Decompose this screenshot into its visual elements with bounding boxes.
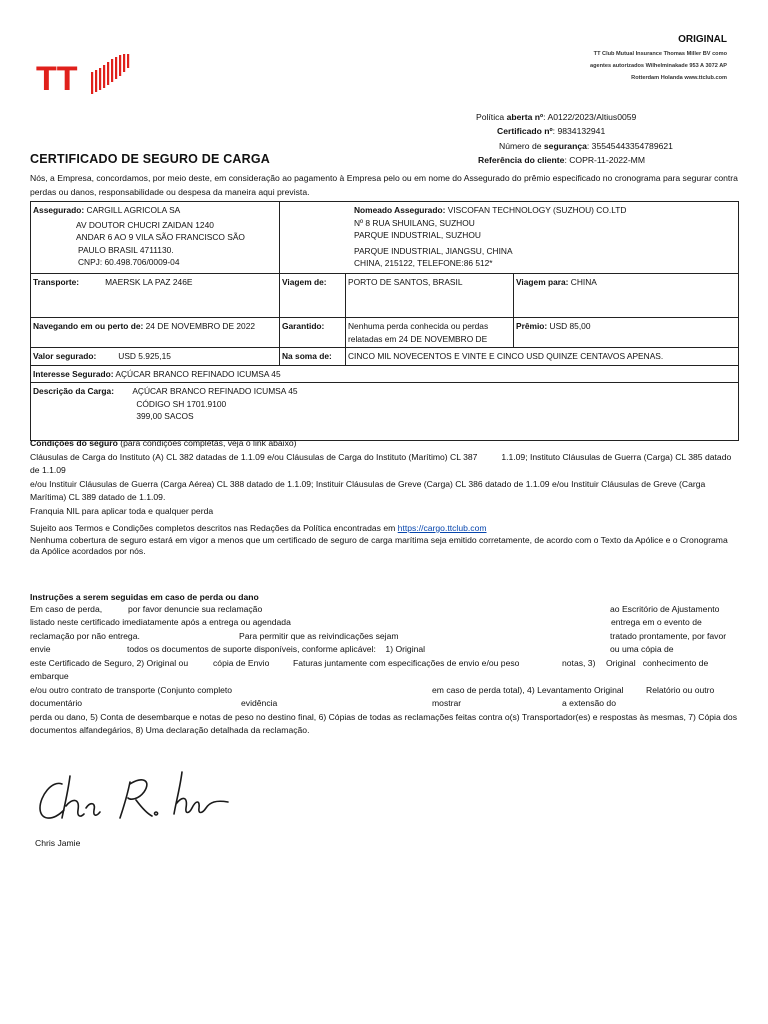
logo-text: TT <box>36 60 78 98</box>
instructions-r9: perda ou dano, 5) Conta de desembarque e notas de peso no destino final, 6) Cópias de todas as reclamações feitas contra o(s) Transportador(es) e respostas às mesmas, 7) Cópia dos documentos alfandegários, 8) Uma declaração detalhada da reclamação. <box>30 712 737 735</box>
voyage-from-value: PORTO DE SANTOS, BRASIL <box>346 274 514 318</box>
voyage-to-cell <box>514 274 739 318</box>
interest-row <box>31 365 739 383</box>
security-value: : 35545443354789621 <box>586 140 673 151</box>
instructions-r4b: todos os documentos de suporte disponíveis, conforme aplicável: 1) Original <box>127 644 426 654</box>
sailing-value: 24 DE NOVEMBRO DE 2022 <box>143 321 256 331</box>
cargo-row <box>31 383 739 441</box>
instructions-r6a: embarque <box>30 671 69 681</box>
instructions-r5d: notas, 3) <box>562 658 596 668</box>
instructions-r4a: envie <box>30 644 51 654</box>
sailing-label: Navegando em ou perto de: <box>33 321 144 331</box>
signatory-name: Chris Jamie <box>35 838 81 848</box>
instructions-r5c: Faturas juntamente com especificações de envio e/ou peso <box>293 658 520 668</box>
assured-name: CARGILL AGRICOLA SA <box>84 205 181 215</box>
certificate-label: Certificado nº <box>497 126 553 137</box>
transport-cell <box>31 274 280 318</box>
instructions-r8a: documentário <box>30 698 83 708</box>
client-ref-line <box>470 153 673 167</box>
insured-value-cell <box>31 348 280 366</box>
client-ref-value: : COPR-11-2022-MM <box>564 155 645 166</box>
tt-club-logo <box>34 52 134 104</box>
instructions-r1a: Em caso de perda, <box>30 604 103 614</box>
page-title: CERTIFICADO DE SEGURO DE CARGA <box>30 152 271 166</box>
terms-link[interactable]: https://cargo.ttclub.com <box>397 523 487 533</box>
instructions-r5e: Original conhecimento de <box>606 658 709 668</box>
open-policy-value: : A0122/2023/Altius0059 <box>543 112 637 122</box>
instructions-r7c: Relatório ou outro <box>646 685 715 695</box>
conditions-line-2: e/ou Instituir Cláusulas de Guerra (Carga Aérea) CL 388 datado de 1.1.09; Instituir Cláusulas de Greve (Carga) CL 386 datado de 1.1.09 e/ou Instituir Cláusulas de Greve (Carga Marítima) CL 389 datado de 1.1.09. <box>30 478 706 502</box>
handwritten-signature <box>34 762 244 832</box>
interest-cell <box>31 365 739 383</box>
assured-address-line-4: CNPJ: 60.498.706/0009-04 <box>78 257 180 267</box>
cargo-line-3: 399,00 SACOS <box>136 411 194 421</box>
voyage-to-label: Viagem para: <box>516 277 569 287</box>
transport-label: Transporte: <box>33 277 80 287</box>
security-line <box>470 139 673 153</box>
assured-label: Assegurado: <box>33 205 85 215</box>
sum-label: Na soma de: <box>280 348 346 366</box>
assured-cell <box>31 202 280 274</box>
guaranteed-label: Garantido: <box>280 318 346 348</box>
instructions-r3a: reclamação por não entrega. <box>30 631 140 641</box>
voyage-from-label: Viagem de: <box>280 274 346 318</box>
assured-address <box>33 217 277 269</box>
instructions-r5b: cópia de Envio <box>213 658 270 668</box>
premium-cell <box>514 318 739 348</box>
nominee-address-line-2: PARQUE INDUSTRIAL, SUZHOU <box>354 230 481 240</box>
instructions-body <box>30 604 742 739</box>
instructions-r1b: por favor denuncie sua reclamação <box>128 604 263 614</box>
instructions-r2c: entrega em o evento de <box>611 617 702 627</box>
instructions-r8d: a extensão do <box>562 698 616 708</box>
assured-address-line-1: AV DOUTOR CHUCRI ZAIDAN 1240 <box>76 219 214 230</box>
instructions-r2a: listado neste certificado imediatamente após a entrega ou agendada <box>30 617 291 627</box>
instructions-heading: Instruções a serem seguidas em caso de perda ou dano <box>30 592 259 602</box>
nominee-label: Nomeado Assegurado: <box>354 205 446 215</box>
logo-bars-icon <box>91 54 129 94</box>
security-label-pre: Número de <box>499 140 544 151</box>
guaranteed-value: Nenhuma perda conhecida ou perdas relatadas em 24 DE NOVEMBRO DE <box>346 318 514 348</box>
conditions-heading: Condições do seguro <box>30 438 118 448</box>
terms-text: Sujeito aos Termos e Condições completos descritos nas Redações da Política encontradas em <box>30 523 398 533</box>
instructions-r3b: Para permitir que as reivindicações sejam <box>239 631 399 641</box>
instructions-r7a: e/ou outro contrato de transporte (Conjunto completo <box>30 685 233 695</box>
instructions-r8b: evidência <box>241 698 278 708</box>
conditions-section <box>30 437 742 518</box>
insured-value-value: USD 5.925,15 <box>118 351 171 361</box>
conditions-line-1: Cláusulas de Carga do Instituto (A) CL 382 datadas de 1.1.09 e/ou Cláusulas de Carga do Instituto (Marítimo) CL 387 1.1.09; Instituto Cláusulas de Guerra (Carga) CL 385 datado de 1.1.09 <box>30 451 734 475</box>
sailing-cell <box>31 318 280 348</box>
instructions-r3c: tratado prontamente, por favor <box>610 631 727 641</box>
nominee-address-line-1: Nº 8 RUA SHUILANG, SUZHOU <box>354 217 475 228</box>
instructions-r4c: ou uma cópia de <box>610 644 674 654</box>
transport-value: MAERSK LA PAZ 246E <box>105 277 193 287</box>
nominee-address-line-4: CHINA, 215122, TELEFONE:86 512* <box>354 258 493 268</box>
insurer-address <box>467 48 727 84</box>
intro-paragraph: Nós, a Empresa, concordamos, por meio deste, em consideração ao pagamento à Empresa pelo ou em nome do Assegurado do prêmio especificado no cronograma para segurar contra perdas ou danos, responsabilidade ou despesa da maneira aqui prevista. <box>30 173 738 197</box>
insurer-line-3: Rotterdam Holanda www.ttclub.com <box>631 75 727 81</box>
transport-row <box>31 274 739 318</box>
open-policy-line <box>470 110 673 124</box>
nominee-cell <box>280 202 739 274</box>
certificate-value: : 9834132941 <box>552 126 606 137</box>
instructions-r8c: mostrar <box>432 698 462 708</box>
nominee-name: VISCOFAN TECHNOLOGY (SUZHOU) CO.LTD <box>445 205 627 215</box>
original-label: ORIGINAL <box>678 34 727 45</box>
insured-value-row <box>31 348 739 366</box>
security-label: segurança <box>543 140 587 151</box>
sailing-row <box>31 318 739 348</box>
insurer-line-1: TT Club Mutual Insurance Thomas Miller BV como <box>593 51 727 57</box>
voyage-to-value: CHINA <box>568 277 597 287</box>
interest-value: AÇÚCAR BRANCO REFINADO ICUMSA 45 <box>113 368 281 379</box>
nominee-address-line-3: PARQUE INDUSTRIAL, JIANGSU, CHINA <box>354 245 513 256</box>
instructions-r1c: ao Escritório de Ajustamento <box>610 604 720 614</box>
terms-section <box>30 523 742 558</box>
coverage-note: Nenhuma cobertura de seguro estará em vigor a menos que um certificado de seguro de carga marítima seja emitido corretamente, de acordo com o Texto da Apólice e o Cronograma da Apólice acordados por nós. <box>30 534 728 556</box>
assured-address-line-3: PAULO BRASIL 4711130. <box>78 244 174 255</box>
insurer-line-2: agentes autorizados Wilhelminakade 953 A 3072 AP <box>589 63 727 69</box>
sum-value: CINCO MIL NOVECENTOS E VINTE E CINCO USD QUINZE CENTAVOS APENAS. <box>346 348 739 366</box>
cargo-cell <box>31 383 739 441</box>
schedule-table <box>30 201 739 441</box>
cargo-line-2: CÓDIGO SH 1701.9100 <box>136 398 227 409</box>
certificate-line <box>470 124 673 138</box>
open-policy-label-pre: Política <box>476 112 507 122</box>
conditions-heading-note: (para condições completas, veja o link abaixo) <box>117 438 297 448</box>
premium-value: USD 85,00 <box>547 321 591 331</box>
interest-label: Interesse Segurado: <box>33 368 114 379</box>
assured-address-line-2: ANDAR 6 AO 9 VILA SÃO FRANCISCO SÃO <box>76 232 245 242</box>
parties-row <box>31 202 739 274</box>
cargo-label: Descrição da Carga: <box>33 386 114 396</box>
premium-label: Prêmio: <box>516 321 548 331</box>
open-policy-label: aberta nº <box>506 112 544 122</box>
client-ref-label: Referência do cliente <box>478 155 565 166</box>
insured-value-label: Valor segurado: <box>33 351 97 361</box>
policy-details <box>470 110 673 168</box>
instructions-r7b: em caso de perda total), 4) Levantamento Original <box>432 685 624 695</box>
conditions-line-3: Franquia NIL para aplicar toda e qualquer perda <box>30 505 214 516</box>
cargo-line-1: AÇÚCAR BRANCO REFINADO ICUMSA 45 <box>132 386 298 396</box>
instructions-r5a: este Certificado de Seguro, 2) Original ou <box>30 658 189 668</box>
